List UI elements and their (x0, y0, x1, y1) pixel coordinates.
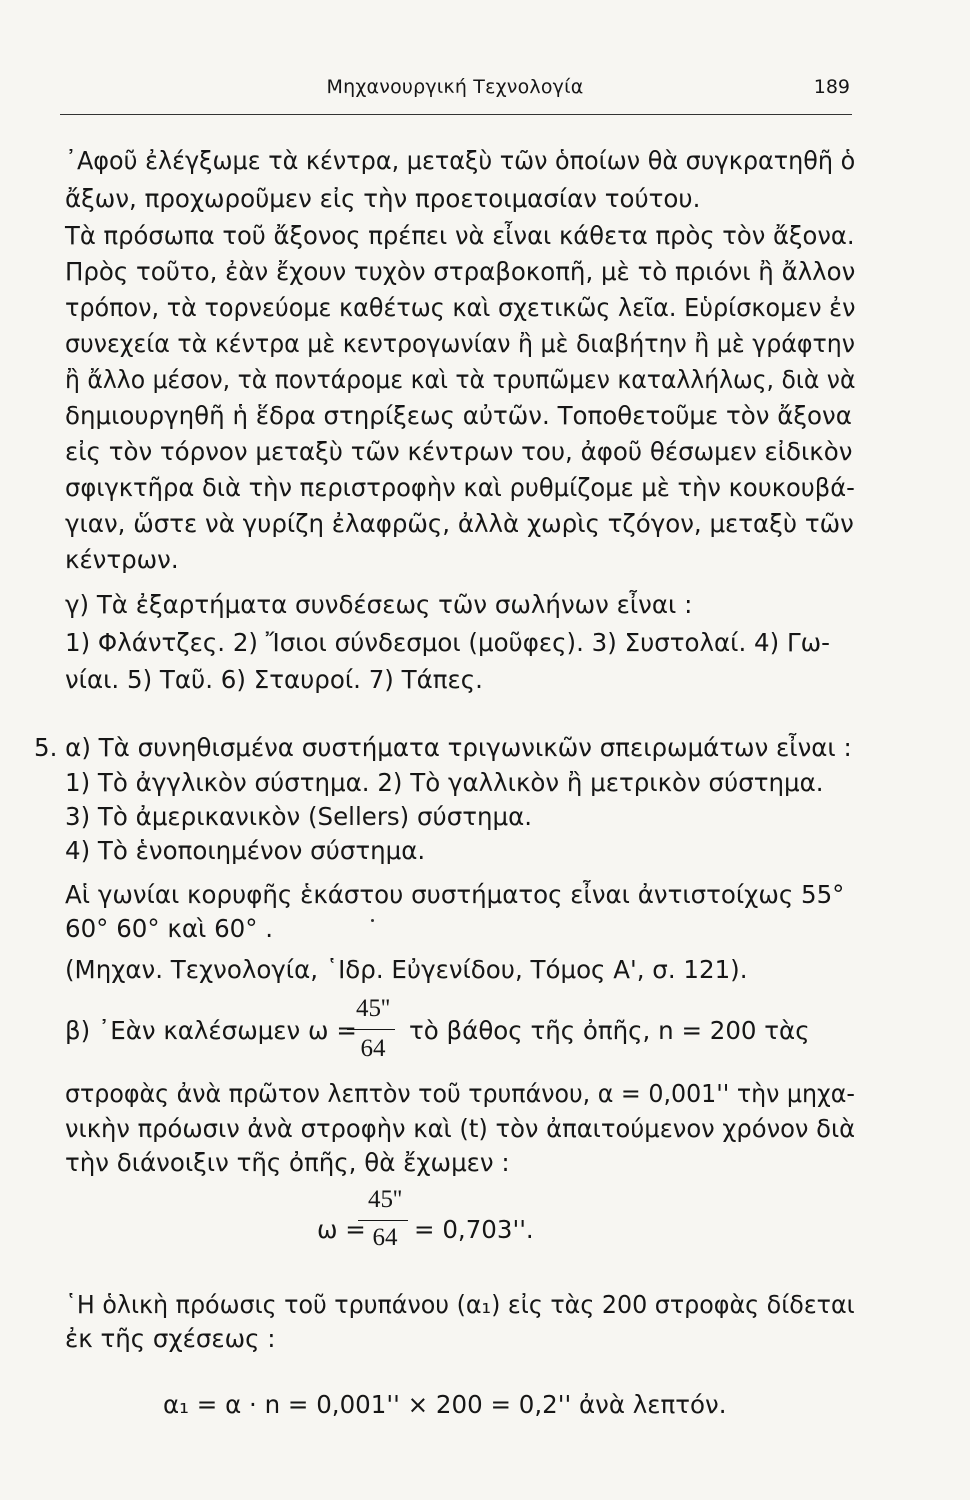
text-line: 3) Τὸ ἀμερικανικὸν (Sellers) σύστημα. (65, 802, 533, 831)
text-line: Τὰ πρόσωπα τοῦ ἄξονος πρέπει νὰ εἶναι κάθετα πρὸς τὸν ἄξονα. (65, 221, 855, 250)
text-line: νικὴν πρόωσιν ἀνὰ στροφὴν καὶ (t) τὸν ἀπαιτούμενον χρόνον διὰ (65, 1114, 856, 1143)
eq1-tail: = 0,703''. (414, 1215, 534, 1244)
text-line: στροφὰς ἀνὰ πρῶτον λεπτὸν τοῦ τρυπάνου, α = 0,001'' τὴν μηχα- (65, 1079, 855, 1108)
beta-lead: β) ᾿Εὰν καλέσωμεν ω = (65, 1016, 357, 1045)
text-line: εἰς τὸν τόρνον μεταξὺ τῶν κέντρων του, ἀφοῦ θέσωμεν εἰδικὸν (65, 437, 853, 466)
text-line: Πρὸς τοῦτο, ἐὰν ἔχουν τυχὸν στραβοκοπῆ, μὲ τὸ πριόνι ἢ ἄλλον (65, 257, 856, 286)
text-line: σφιγκτῆρα διὰ τὴν περιστροφὴν καὶ ρυθμίζομε μὲ τὴν κουκουβά- (65, 473, 855, 502)
header-title: Μηχανουργική Τεχνολογία (326, 76, 584, 98)
text-line: τὴν διάνοιξιν τῆς ὀπῆς, θὰ ἔχωμεν : (65, 1148, 510, 1177)
section-heading: 5. α) Τὰ συνηθισμένα συστήματα τριγωνικῶν σπειρωμάτων εἶναι : (34, 733, 852, 762)
text-line: δημιουργηθῆ ἡ ἕδρα στηρίξεως αὐτῶν. Τοποθετοῦμε τὸν ἄξονα (65, 401, 852, 430)
fraction-denominator: 64 (372, 1224, 398, 1251)
equation: α₁ = α · n = 0,001'' × 200 = 0,2'' ἀνὰ λεπτόν. (163, 1390, 727, 1419)
text-line: ᾿Αφοῦ ἐλέγξωμε τὰ κέντρα, μεταξὺ τῶν ὁποίων θὰ συγκρατηθῆ ὁ (65, 146, 856, 175)
stray-dot (371, 919, 374, 922)
fraction-numerator: 45'' (355, 995, 390, 1022)
beta-tail: τὸ βάθος τῆς ὀπῆς, n = 200 τὰς (409, 1016, 810, 1045)
text-line: ἐκ τῆς σχέσεως : (65, 1324, 276, 1353)
fraction-bar (347, 1029, 395, 1030)
fraction-bar (358, 1220, 408, 1221)
fraction-numerator: 45'' (367, 1186, 402, 1213)
text-line: τρόπον, τὰ τορνεύομε καθέτως καὶ σχετικῶς λεῖα. Εὑρίσκομεν ἐν (65, 293, 856, 322)
text-line: νίαι. 5) Ταῦ. 6) Σταυροί. 7) Τάπες. (65, 665, 483, 694)
fraction-denominator: 64 (360, 1035, 386, 1062)
running-header (60, 76, 850, 106)
text-line: 1) Τὸ ἀγγλικὸν σύστημα. 2) Τὸ γαλλικὸν ἢ μετρικὸν σύστημα. (65, 768, 824, 797)
text-line: γ) Τὰ ἐξαρτήματα συνδέσεως τῶν σωλήνων εἶναι : (65, 590, 693, 619)
text-line: κέντρων. (65, 545, 179, 574)
text-line: ἄξων, προχωροῦμεν εἰς τὴν προετοιμασίαν τούτου. (65, 184, 701, 213)
text-line: ῾Η ὁλικὴ πρόωσις τοῦ τρυπάνου (α₁) εἰς τὰς 200 στροφὰς δίδεται (65, 1290, 855, 1319)
text-line: συνεχεία τὰ κέντρα μὲ κεντρογωνίαν ἢ μὲ διαβήτην ἢ μὲ γράφτην (65, 329, 856, 358)
eq1-lead: ω = (317, 1215, 366, 1244)
text-line: ἢ ἄλλο μέσον, τὰ ποντάρομε καὶ τὰ τρυπῶμεν καταλλήλως, διὰ νὰ (65, 365, 856, 394)
text-line: Αἱ γωνίαι κορυφῆς ἑκάστου συστήματος εἶναι ἀντιστοίχως 55° (65, 880, 845, 909)
header-rule (60, 114, 852, 115)
page-number: 189 (813, 76, 850, 98)
text-line: γιαν, ὥστε νὰ γυρίζη ἐλαφρῶς, ἀλλὰ χωρὶς τζόγον, μεταξὺ τῶν (65, 509, 854, 538)
text-line: 4) Τὸ ἑνοποιημένον σύστημα. (65, 836, 426, 865)
citation: (Μηχαν. Τεχνολογία, ῾Ιδρ. Εὐγενίδου, Τόμος Α', σ. 121). (65, 955, 748, 984)
text-line: 1) Φλάντζες. 2) Ἴσιοι σύνδεσμοι (μοῦφες). 3) Συστολαί. 4) Γω- (65, 628, 830, 657)
text-line: 60° 60° καὶ 60° . (65, 914, 274, 943)
